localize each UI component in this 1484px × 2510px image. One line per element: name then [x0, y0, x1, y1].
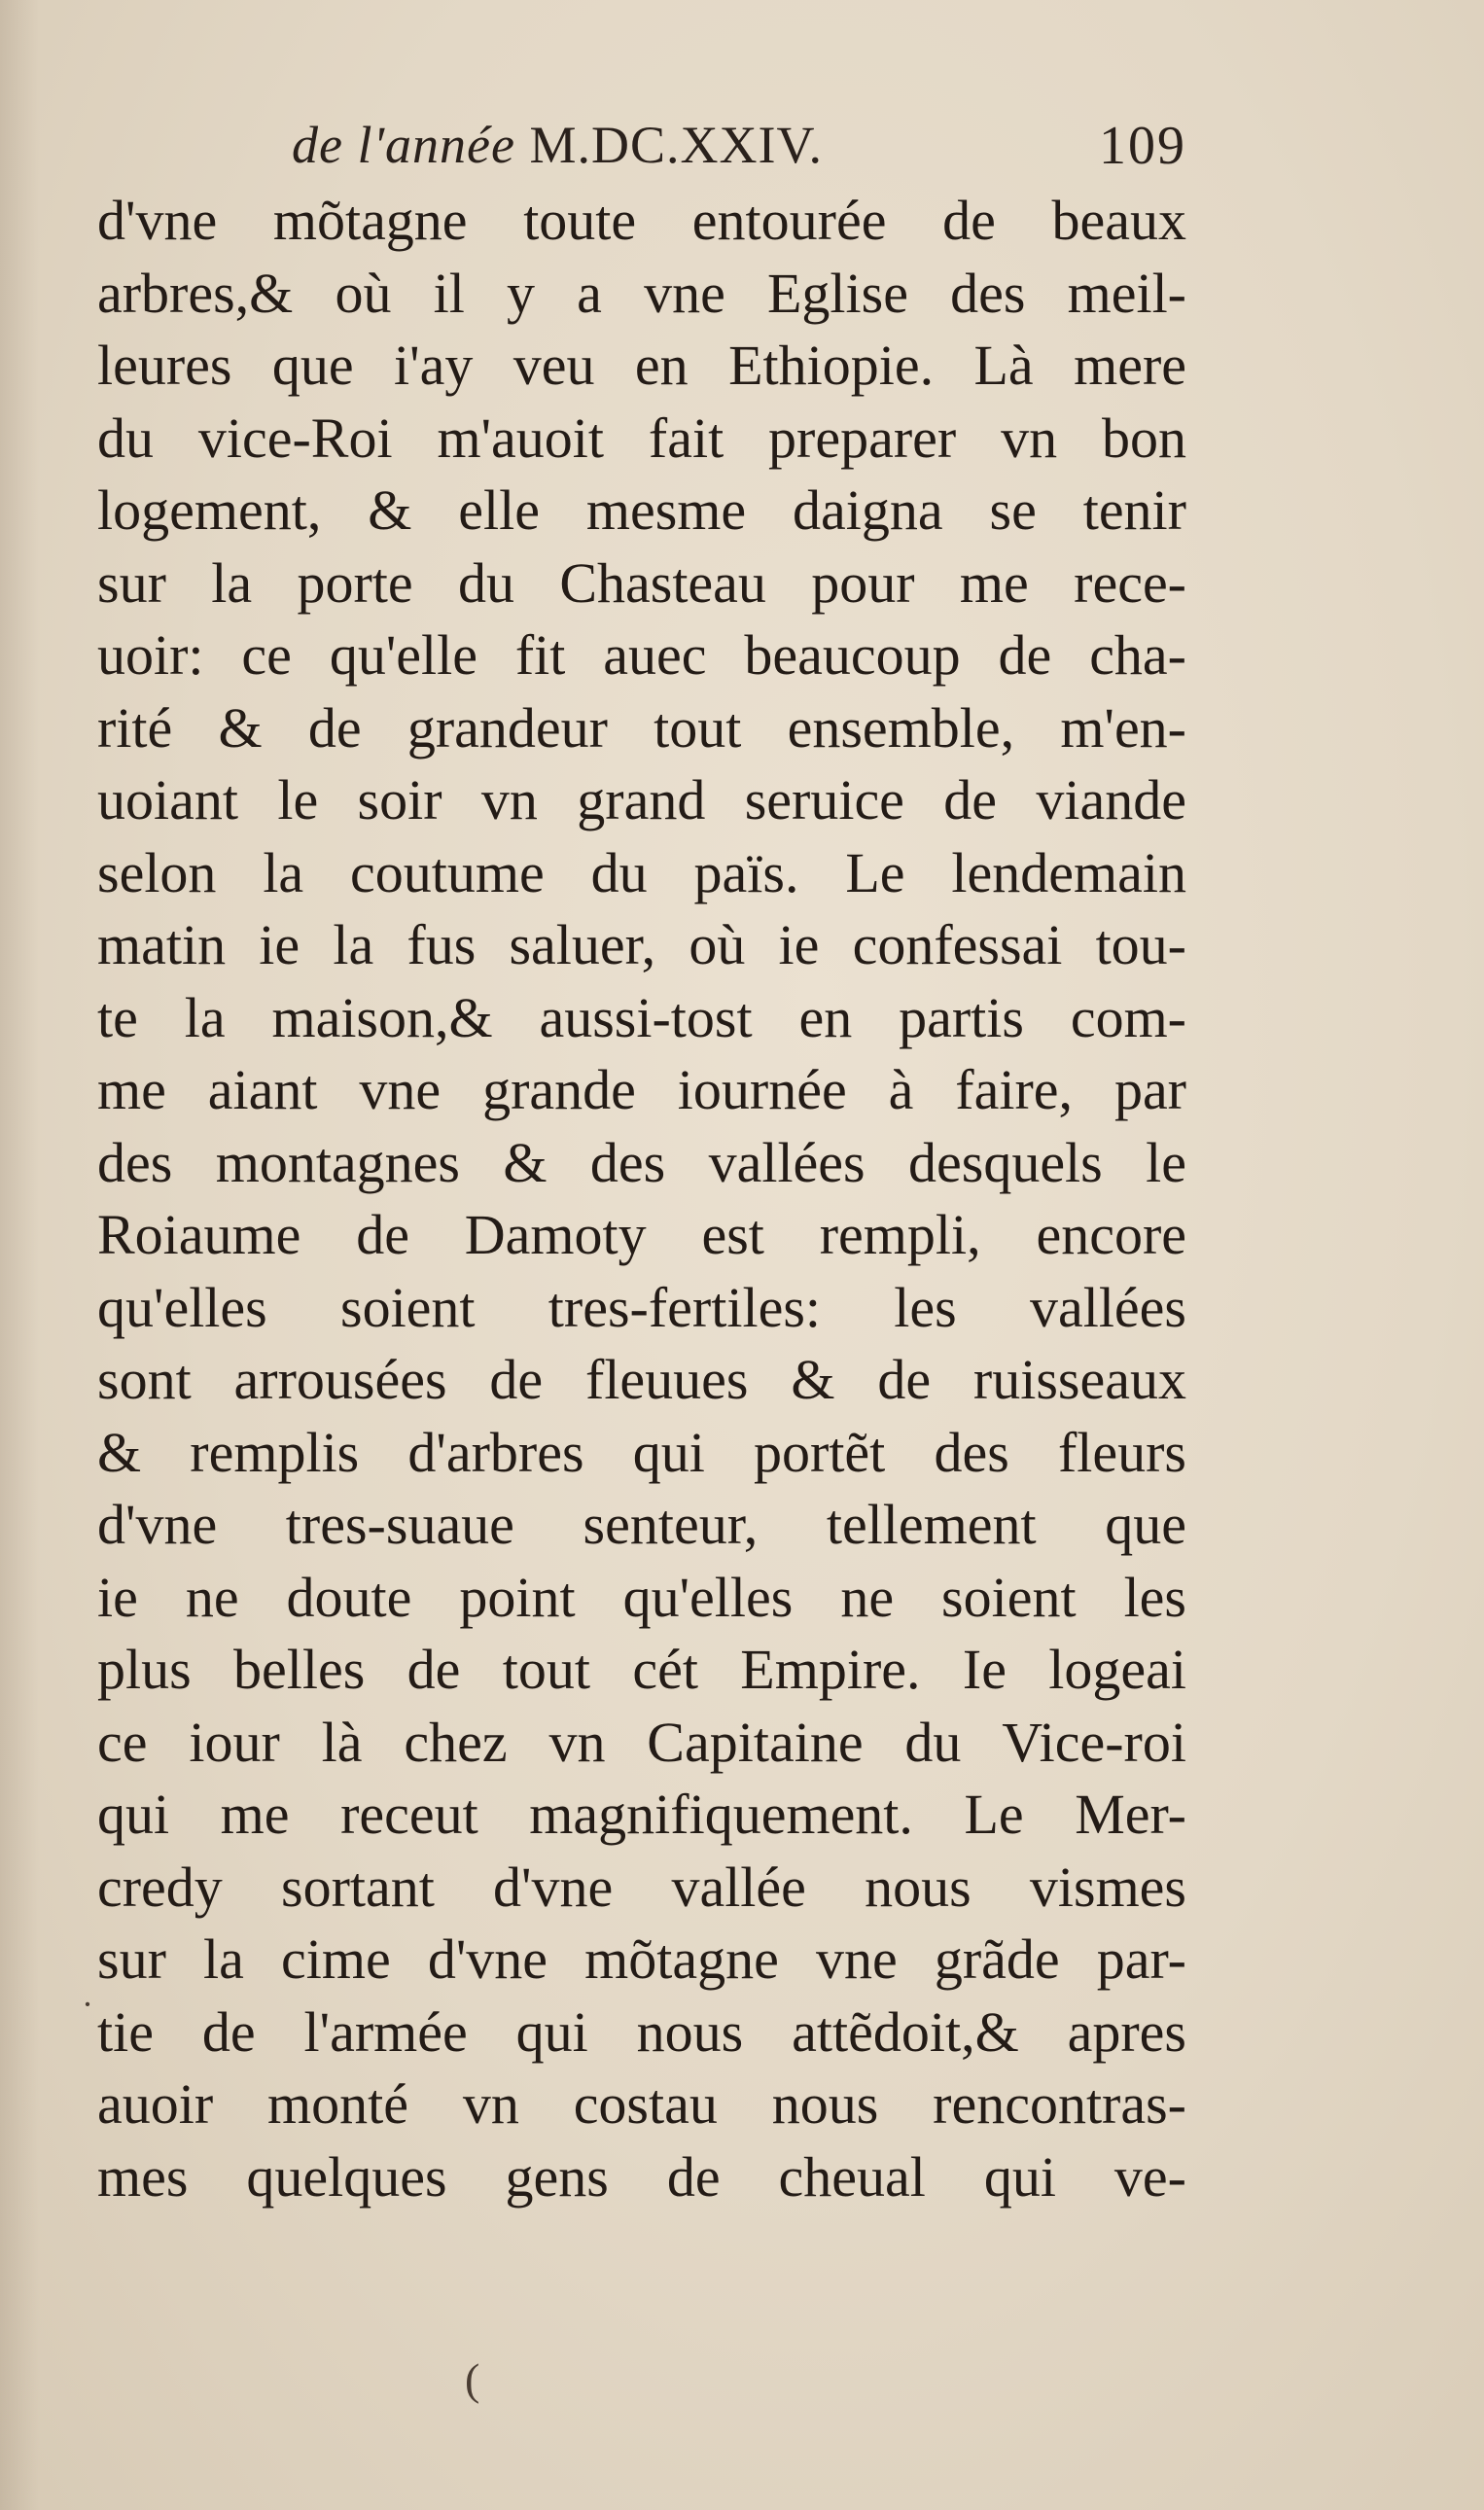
text-line: plus belles de tout cét Empire. Ie logeai	[97, 1638, 1186, 1701]
text-line: qu'elles soient tres-fertiles: les vallées	[97, 1275, 1186, 1339]
text-line: sur la porte du Chasteau pour me rece-	[97, 550, 1186, 615]
text-line: credy sortant d'vne vallée nous vismes	[97, 1855, 1186, 1919]
text-line: uoir: ce qu'elle fit auec beaucoup de cha-	[97, 623, 1186, 687]
text-line: te la maison,& aussi-tost en partis com-	[97, 985, 1186, 1049]
text-line: sont arrousées de fleuues & de ruisseaux	[97, 1348, 1186, 1411]
running-head-title	[292, 115, 823, 175]
text-line: & remplis d'arbres qui portẽt des fleurs	[97, 1420, 1186, 1484]
text-line: me aiant vne grande iournée à faire, par	[97, 1058, 1186, 1121]
text-line: d'vne mõtagne toute entourée de beaux	[97, 189, 1186, 252]
body-text	[97, 185, 1186, 2213]
text-line: leures que i'ay veu en Ethiopie. Là mere	[97, 334, 1186, 397]
running-head-title-italic: de l'année	[292, 116, 515, 174]
text-line: auoir monté vn costau nous rencontras-	[97, 2072, 1186, 2136]
text-line: matin ie la fus saluer, où ie confessai tou-	[97, 913, 1186, 976]
text-line: rité & de grandeur tout ensemble, m'en-	[97, 695, 1186, 760]
running-head-title-year: M.DC.XXIV.	[529, 116, 824, 174]
text-line: uoiant le soir vn grand seruice de viande	[97, 768, 1186, 831]
text-line: mes quelques gens de cheual qui ve-	[97, 2144, 1186, 2209]
page-blemish: (	[465, 2354, 480, 2404]
text-line: Roiaume de Damoty est rempli, encore	[97, 1203, 1186, 1266]
page-number: 109	[1099, 116, 1186, 176]
text-line: des montagnes & des vallées desquels le	[97, 1130, 1186, 1194]
text-line: tie de l'armée qui nous attẽdoit,& apres	[97, 1999, 1186, 2064]
page-edge-shadow	[0, 0, 39, 2510]
text-line: d'vne tres-suaue senteur, tellement que	[97, 1493, 1186, 1556]
text-line: sur la cime d'vne mõtagne vne grãde par-	[97, 1927, 1186, 1991]
text-line: ie ne doute point qu'elles ne soient les	[97, 1565, 1186, 1629]
text-line: ce iour là chez vn Capitaine du Vice-roi	[97, 1710, 1186, 1774]
text-line: qui me receut magnifiquement. Le Mer-	[97, 1783, 1186, 1846]
running-head	[292, 115, 1186, 183]
text-line: selon la coutume du païs. Le lendemain	[97, 840, 1186, 904]
text-line: logement, & elle mesme daigna se tenir	[97, 478, 1186, 542]
text-line: du vice-Roi m'auoit fait preparer vn bon	[97, 406, 1186, 470]
text-line: arbres,& où il y a vne Eglise des meil-	[97, 261, 1186, 325]
page-blemish: ·	[82, 1985, 93, 2024]
